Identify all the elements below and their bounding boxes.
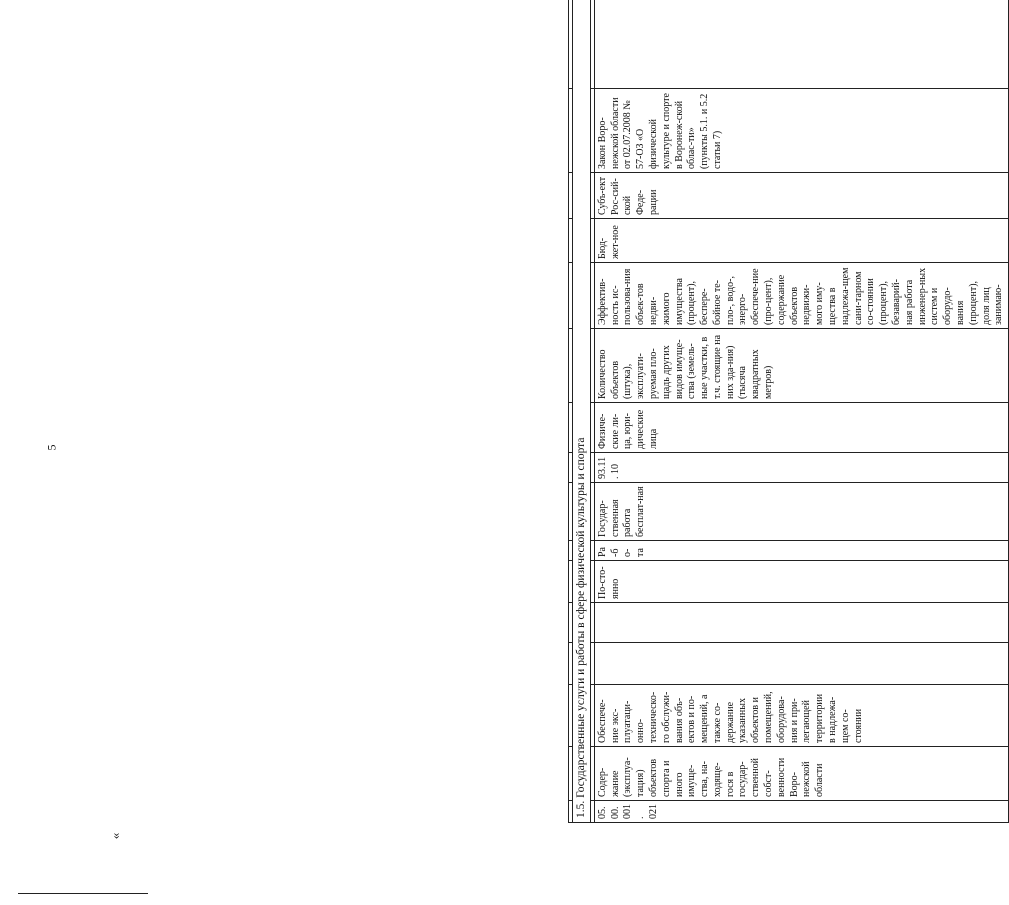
cell-volume-indicator: Количество объектов (штука), эксплуати-руемая пло-щадь других видов имуще-ства (земель-ные участки, в т.ч. стоящие на них зда-ния) (тысяча квадратных метров) [594, 329, 1009, 403]
cell-name: Содер-жание (эксплуа-тация) объектов спорта и иного имуще-ства, на-ходяще-гося в государ-ственной собст-венности Воро-нежской области [594, 747, 1009, 801]
section-title: 1.5. Государственные услуги и работы в сфере физической культуры и спорта [573, 0, 591, 823]
section-row [573, 0, 591, 823]
cell-okved: 93.11. 10 [594, 453, 1009, 483]
footer-rule [18, 893, 148, 894]
cell-kind: Ра-бо-та [594, 541, 1009, 561]
cell-legal-basis: Закон Воро-нежской области от 02.07.2008 № 57-ОЗ «О физической культуре и спорте в Воронеж-ской облас-ти» (пункты 5.1. и 5.2 статьи 7) [594, 89, 1009, 173]
cell-budget: Бюд-жет-ное [594, 219, 1009, 263]
rotated-table-sheet [568, 25, 1005, 823]
cell-level: Субъ-ект Рос-сий-ской Феде-рации [594, 173, 1009, 219]
cell-frequency: По-сто-янно [594, 561, 1009, 603]
cell-content: Обеспече-ние экс-плуатаци-онно-техническо-го обслужи-вания объ-ектов и по-мещений, а также со-держание указанных объектов и помещений, оборудова-ния и при-легающей территории в надлежа-щем со-стоянии [594, 685, 1009, 747]
cell-quality-indicator: Эффектив-ность ис-пользова-ния объек-тов недви-жимого имущества (процент), беспере-бойное те-пло-, водо-, энерго-обеспече-ние (про-цент), содержание объектов недвижи-мого иму-щества в надлежа-щем сани-тарном со-стоянии (процент), безаварий-ная работа инженер-ных систем и оборудо-вания (процент), доля лиц занимаю- [594, 263, 1009, 329]
cell-code: 05.00. 001. 021 [594, 801, 1009, 823]
table-row [594, 0, 1009, 823]
cell-consumers: Физиче-ские ли-ца, юри-дические лица [594, 403, 1009, 453]
opening-quote: « [107, 832, 123, 840]
cell-empty-1 [594, 643, 1009, 685]
cell-type-paid: Государ-ственная работа бесплат-ная [594, 483, 1009, 541]
cell-empty-2 [594, 603, 1009, 643]
services-table [568, 0, 1009, 823]
cell-trailing-empty [594, 0, 1009, 89]
page-number: 5 [44, 444, 59, 451]
